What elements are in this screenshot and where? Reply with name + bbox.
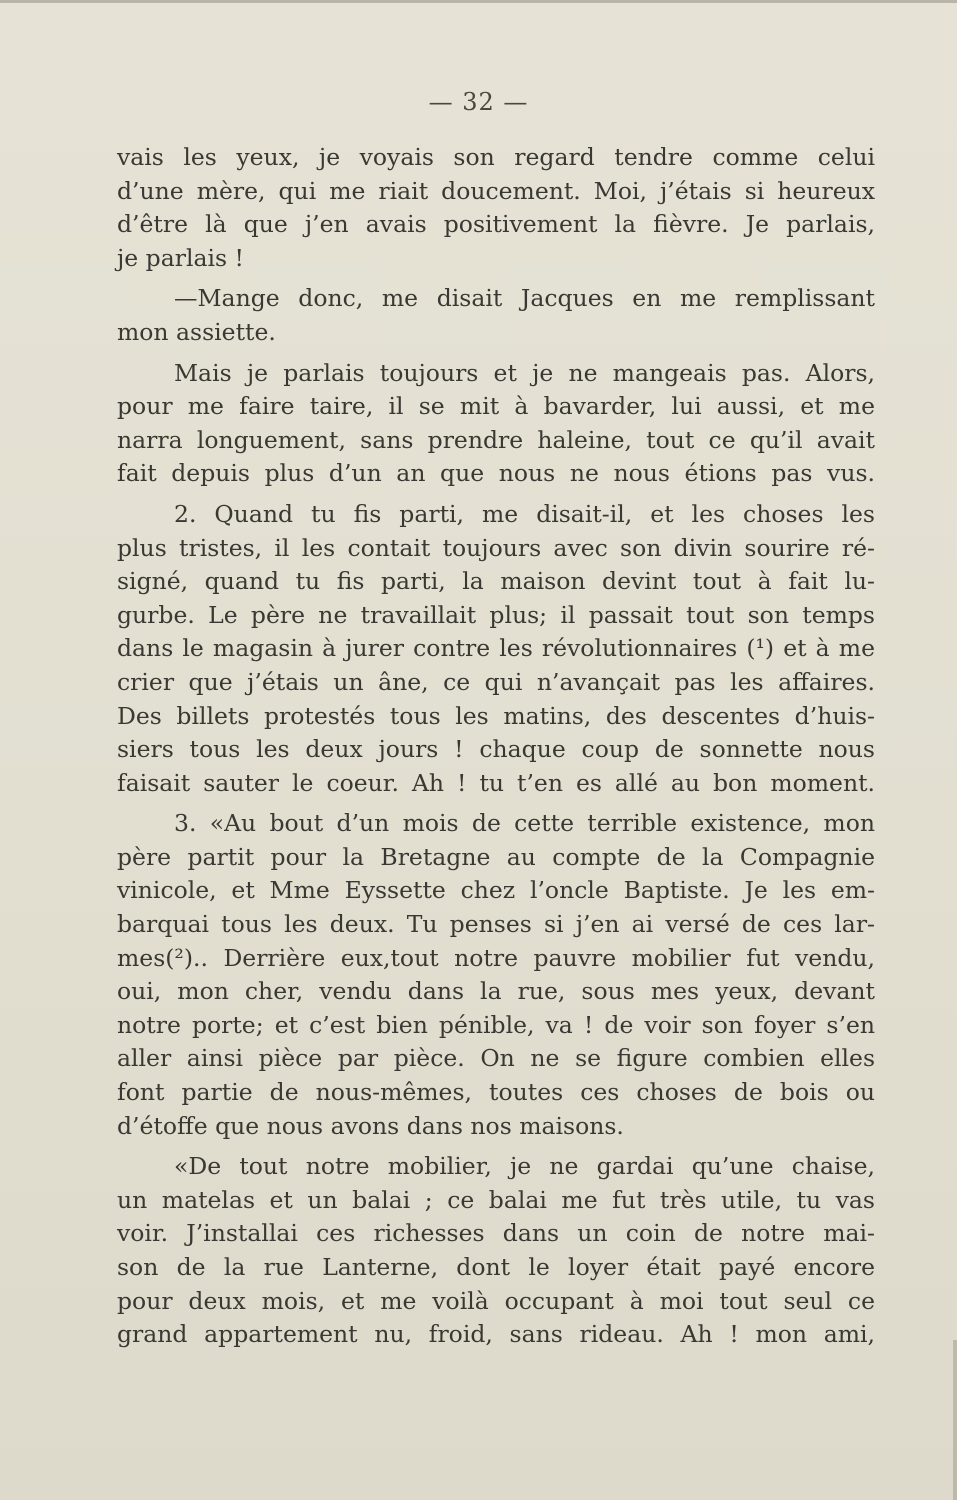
text-line: d’une mère, qui me riait doucement. Moi, j’étais si heureux	[117, 176, 875, 205]
text-line: pour deux mois, et me voilà occupant à moi tout seul ce	[117, 1286, 875, 1315]
text-line: voir. J’installai ces richesses dans un coin de notre mai-	[117, 1219, 875, 1248]
page-right-edge	[953, 1340, 957, 1500]
page-top-edge	[0, 0, 957, 3]
text-line: faisait sauter le coeur. Ah ! tu t’en es allé au bon moment.	[117, 768, 875, 797]
text-line: pour me faire taire, il se mit à bavarder, lui aussi, et me	[117, 392, 875, 421]
paragraph-gap	[117, 350, 875, 357]
text-line: notre porte; et c’est bien pénible, va ! de voir son foyer s’en	[117, 1010, 875, 1039]
text-line: 2. Quand tu fis parti, me disait-il, et les choses les	[174, 499, 875, 528]
text-line: père partit pour la Bretagne au compte de la Compagnie	[117, 842, 875, 871]
text-line: son de la rue Lanterne, dont le loyer était payé encore	[117, 1253, 875, 1281]
text-line: vais les yeux, je voyais son regard tendre comme celui	[117, 143, 875, 171]
paragraph-gap	[117, 491, 875, 498]
text-line: «De tout notre mobilier, je ne gardai qu’une chaise,	[174, 1152, 875, 1181]
text-line: 3. «Au bout d’un mois de cette terrible existence, mon	[174, 809, 875, 838]
text-line: Mais je parlais toujours et je ne mangeais pas. Alors,	[174, 358, 875, 387]
text-line: un matelas et un balai ; ce balai me fut très utile, tu vas	[117, 1185, 875, 1214]
text-line: gurbe. Le père ne travaillait plus; il passait tout son temps	[117, 600, 875, 629]
text-line: mon assiette.	[117, 317, 276, 346]
text-line: signé, quand tu fis parti, la maison devint tout à fait lu-	[117, 567, 875, 596]
paragraph-gap	[117, 275, 875, 282]
text-line: font partie de nous-mêmes, toutes ces choses de bois ou	[117, 1078, 875, 1107]
body-text	[117, 141, 875, 1352]
text-line: dans le magasin à jurer contre les révolutionnaires (¹) et à me	[117, 634, 875, 663]
text-line: —Mange donc, me disait Jacques en me remplissant	[174, 284, 875, 313]
text-line: d’être là que j’en avais positivement la fièvre. Je parlais,	[117, 210, 875, 239]
text-line: fait depuis plus d’un an que nous ne nous étions pas vus.	[117, 459, 875, 488]
paragraph-gap	[117, 800, 875, 807]
page-number: — 32 —	[428, 88, 529, 116]
text-line: oui, mon cher, vendu dans la rue, sous mes yeux, devant	[117, 977, 875, 1006]
text-line: grand appartement nu, froid, sans rideau. Ah ! mon ami,	[117, 1320, 875, 1349]
text-line: aller ainsi pièce par pièce. On ne se figure combien elles	[117, 1044, 875, 1073]
text-line: mes(²).. Derrière eux,tout notre pauvre mobilier fut vendu,	[117, 943, 875, 972]
paragraph-gap	[117, 1143, 875, 1150]
text-line: plus tristes, il les contait toujours avec son divin sourire ré-	[117, 533, 875, 562]
text-line: vinicole, et Mme Eyssette chez l’oncle Baptiste. Je les em-	[117, 876, 875, 905]
text-line: je parlais !	[117, 243, 244, 272]
text-line: crier que j’étais un âne, ce qui n’avançait pas les affaires.	[117, 667, 875, 696]
text-line: d’étoffe que nous avons dans nos maisons.	[117, 1111, 624, 1140]
text-line: narra longuement, sans prendre haleine, tout ce qu’il avait	[117, 425, 875, 454]
text-line: siers tous les deux jours ! chaque coup de sonnette nous	[117, 735, 875, 764]
text-line: barquai tous les deux. Tu penses si j’en ai versé de ces lar-	[117, 910, 875, 939]
text-line: Des billets protestés tous les matins, des descentes d’huis-	[117, 701, 875, 730]
